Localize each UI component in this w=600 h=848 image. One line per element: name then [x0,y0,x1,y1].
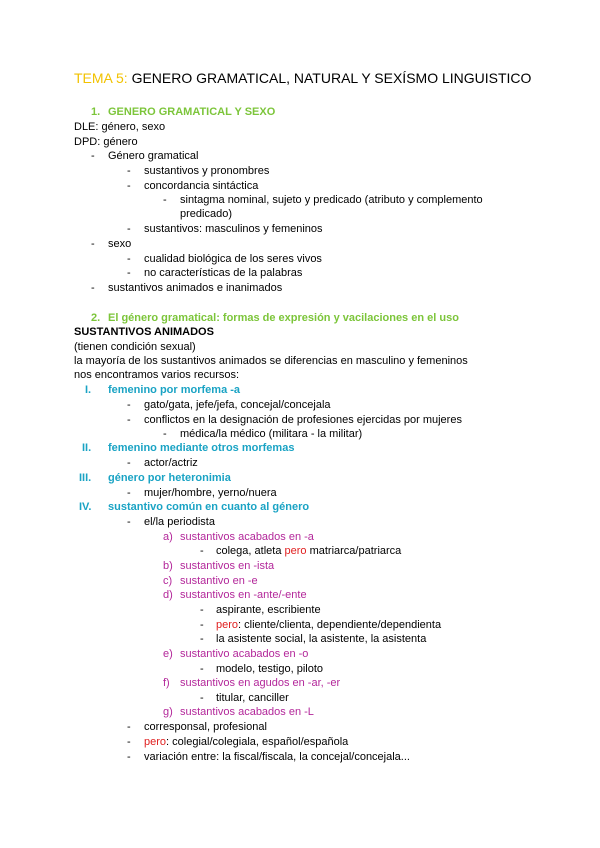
bullet-dash: - [91,282,95,294]
condicion-sexual-line: (tienen condición sexual) [74,341,196,353]
bullet-dash: - [127,516,131,528]
title-prefix: TEMA 5: [74,70,128,86]
bullet-dash: - [200,619,204,631]
mujer-item: mujer/hombre, yerno/nuera [144,487,277,499]
sub-e-text: sustantivo acabados en -o [180,648,309,660]
bullet-dash: - [200,545,204,557]
title-text: GENERO GRAMATICAL, NATURAL Y SEXÍSMO LINGUISTICO [127,70,532,86]
gato-item: gato/gata, jefe/jefa, concejal/concejala [144,399,331,411]
bullet-dash: - [127,253,131,265]
sustantivos-animados-heading: SUSTANTIVOS ANIMADOS [74,326,214,338]
roman-numeral-iv: IV. [79,501,92,513]
sub-d-label: d) [163,589,173,601]
section2-heading: El género gramatical: formas de expresión y vacilaciones en el uso [108,312,459,324]
sust-masc-fem-item: sustantivos: masculinos y femeninos [144,223,323,235]
sub-c-text: sustantivo en -e [180,575,258,587]
cliente-item [216,618,441,632]
dpd-line: DPD: género [74,136,138,148]
colegial-item [144,735,348,749]
variacion-item: variación entre: la fiscal/fiscala, la concejal/concejala... [144,751,410,763]
sub-g-text: sustantivos acabados en -L [180,706,314,718]
cliente-text: : cliente/clienta, dependiente/dependienta [238,619,442,631]
bullet-dash: - [127,736,131,748]
sub-b-text: sustantivos en -ista [180,560,275,572]
pero-word: pero [144,736,167,748]
roman-iii-label: género por heteronimia [108,472,231,484]
bullet-dash: - [200,663,204,675]
sexo-item: sexo [108,238,132,250]
genero-gramatical-item: Género gramatical [108,150,199,162]
colega-item [216,544,401,558]
bullet-dash: - [127,223,131,235]
sub-c-label: c) [163,575,173,587]
asistente-item: la asistente social, la asistente, la asistenta [216,633,427,645]
bullet-dash: - [163,428,167,440]
bullet-dash: - [127,487,131,499]
bullet-dash: - [200,692,204,704]
pero-word: pero [216,619,239,631]
sub-a-text: sustantivos acabados en -a [180,531,314,543]
section1-number: 1. [91,106,101,118]
bullet-dash: - [163,194,167,206]
roman-i-label: femenino por morfema -a [108,384,241,396]
cualidad-item: cualidad biológica de los seres vivos [144,253,322,265]
intro-line1: la mayoría de los sustantivos animados se diferencias en masculino y femeninos [74,355,468,367]
bullet-dash: - [200,633,204,645]
sub-d-text: sustantivos en -ante/-ente [180,589,307,601]
bullet-dash: - [127,267,131,279]
medica-item: médica/la médico (militara - la militar) [180,428,363,440]
sust-pron-item: sustantivos y pronombres [144,165,270,177]
sub-a-label: a) [163,531,173,543]
intro-line2: nos encontramos varios recursos: [74,369,240,381]
bullet-dash: - [127,414,131,426]
roman-numeral-i: I. [85,384,92,396]
sintagma-item-line2: predicado) [180,208,232,220]
colega-text-1: colega, atleta [216,545,285,557]
sub-e-label: e) [163,648,173,660]
colega-text-2: matriarca/patriarca [306,545,402,557]
bullet-dash: - [127,180,131,192]
bullet-dash: - [127,721,131,733]
actor-item: actor/actriz [144,457,198,469]
sub-f-label: f) [163,677,170,689]
titular-item: titular, canciller [216,692,289,704]
bullet-dash: - [127,457,131,469]
roman-numeral-ii: II. [82,442,92,454]
colegial-text: : colegial/colegiala, español/española [166,736,349,748]
bullet-dash: - [200,604,204,616]
aspirante-item: aspirante, escribiente [216,604,321,616]
roman-ii-label: femenino mediante otros morfemas [108,442,295,454]
no-caract-item: no características de la palabras [144,267,303,279]
periodista-item: el/la periodista [144,516,215,528]
section1-heading: GENERO GRAMATICAL Y SEXO [108,106,276,118]
section2-number: 2. [91,312,101,324]
roman-numeral-iii: III. [79,472,92,484]
bullet-dash: - [127,399,131,411]
bullet-dash: - [91,238,95,250]
modelo-item: modelo, testigo, piloto [216,663,324,675]
pero-word: pero [284,545,307,557]
bullet-dash: - [91,150,95,162]
sub-g-label: g) [163,706,173,718]
sub-f-text: sustantivos en agudos en -ar, -er [180,677,341,689]
dle-line: DLE: género, sexo [74,121,166,133]
roman-iv-label: sustantivo común en cuanto al género [108,501,310,513]
bullet-dash: - [127,751,131,763]
conflictos-item: conflictos en la designación de profesiones ejercidas por mujeres [144,414,462,426]
bullet-dash: - [127,165,131,177]
page-title [74,70,531,86]
concordancia-item: concordancia sintáctica [144,180,259,192]
sub-b-label: b) [163,560,173,572]
corresponsal-item: corresponsal, profesional [144,721,267,733]
sintagma-item-line1: sintagma nominal, sujeto y predicado (atributo y complemento [180,194,483,206]
animados-inanimados-item: sustantivos animados e inanimados [108,282,283,294]
